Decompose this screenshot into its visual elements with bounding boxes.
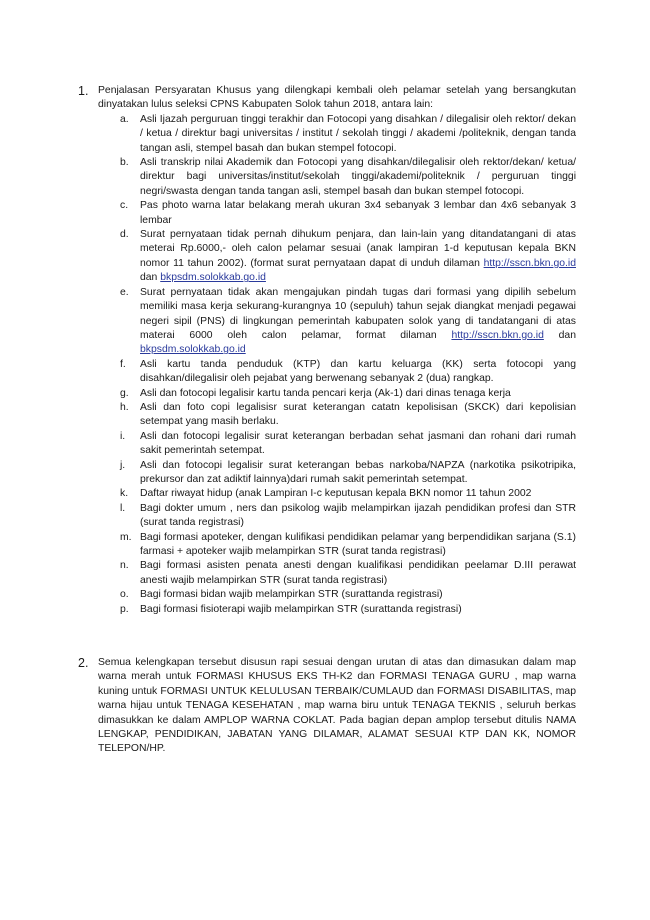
- sub-item-b: [120, 156, 576, 199]
- sub-item-c: [120, 199, 576, 228]
- sub-letter: i.: [120, 430, 126, 442]
- sub-text: Asli dan fotocopi legalisir surat keterangan berbadan sehat jasmani dan rohani dari rumah sakit pemerintah setempat.: [140, 430, 576, 457]
- link-separator: dan: [543, 329, 576, 341]
- sub-text: Surat pernyataan tidak pernah dihukum penjara, dan lain-lain yang ditandatangani di atas meterai Rp.6000,- oleh calon pelamar sesuai (anak lampiran 1-d keputusan kepala BKN nomor 11 tahun 2002). (format surat pernyataan dapat di unduh dilaman: [140, 229, 576, 269]
- sub-letter: d.: [120, 229, 129, 241]
- bkpsdm-link[interactable]: bkpsdm.solokkab.go.id: [160, 272, 266, 284]
- list-item-1: [78, 84, 576, 617]
- sub-item-n: [120, 559, 576, 588]
- sub-item-f: [120, 358, 576, 387]
- sub-text: Asli dan foto copi legalisisr surat keterangan catatn kepolisisan (SKCK) dari kepolisian setempat yang masih berlaku.: [140, 401, 576, 428]
- item-number: 1.: [78, 84, 89, 98]
- sub-text: Asli kartu tanda penduduk (KTP) dan kartu keluarga (KK) serta fotocopi yang disahkan/dilegalisir oleh pejabat yang berwenang sebanyak 2 (dua) rangkap.: [140, 358, 576, 385]
- sub-letter: c.: [120, 200, 129, 212]
- sub-text: Bagi formasi asisten penata anesti dengan kualifikasi pendidikan peelamar D.III perawat anesti wajib melampirkan STR (surat tanda registrasi): [140, 560, 576, 586]
- sub-item-m: [120, 531, 576, 560]
- sub-text: Asli Ijazah perguruan tinggi terakhir dan Fotocopi yang disahkan / dilegalisir oleh rektor/ dekan / ketua / direktur bagi universitas / institut / sekolah tinggi / akademi /politeknik, dengan tanda tangan asli, stempel basah dan bukan stempel fotocopi.: [140, 113, 576, 154]
- sub-letter: o.: [120, 589, 129, 601]
- sub-item-h: [120, 401, 576, 430]
- sub-item-i: [120, 430, 576, 459]
- sub-text: Bagi formasi apoteker, dengan kulifikasi pendidikan pelamar yang berpendidikan sarjana (S.1) farmasi + apoteker wajib melampirkan STR (surat tanda registrasi): [140, 531, 576, 557]
- item-paragraph: Penjalasan Persyaratan Khusus yang dilengkapi kembali oleh pelamar setelah yang bersangkutan dinyatakan lulus seleksi CPNS Kabupaten Solok tahun 2018, antara lain:: [98, 85, 576, 111]
- sscn-link[interactable]: http://sscn.bkn.go.id: [451, 329, 544, 341]
- sub-letter: a.: [120, 113, 129, 125]
- sub-text: Surat pernyataan tidak akan mengajukan pindah tugas dari formasi yang dipilih sebelum memiliki masa kerja sekurang-kurangnya 10 (sepuluh) tahun sejak diangkat menjadi pegawai negeri sipil (PNS) di lingkungan pemerintah kabupaten solok yang di tandatangani di atas materai 6000 oleh calon pelamar, format dilaman: [140, 286, 576, 341]
- sub-item-k: [120, 487, 576, 501]
- sub-text: Asli transkrip nilai Akademik dan Fotocopi yang disahkan/dilegalisir oleh rektor/dekan/ ketua/ direktur bagi universitas/institut/sekolah tinggi/akademi/politeknik / perguruan tinggi negri/swasta dengan tanda tangan asli, stempel basah dan bukan stempel fotocopi.: [140, 157, 576, 197]
- sub-item-l: [120, 502, 576, 531]
- sub-letter: f.: [120, 358, 126, 370]
- sub-text: Asli dan fotocopi legalisir surat keterangan bebas narkoba/NAPZA (narkotika psikotripika, prekursor dan zat adiktif lainnya)dari rumah sakit pemerintah setempat.: [140, 459, 576, 485]
- sub-list: [120, 113, 576, 617]
- sub-letter: p.: [120, 603, 129, 615]
- sub-text: Pas photo warna latar belakang merah ukuran 3x4 sebanyak 3 lembar dan 4x6 sebanyak 3 lembar: [140, 200, 576, 226]
- sub-text: Bagi dokter umum , ners dan psikolog wajib melampirkan ijazah pendidikan profesi dan STR (surat tanda registrasi): [140, 502, 576, 529]
- sub-item-j: [120, 459, 576, 488]
- sscn-link[interactable]: http://sscn.bkn.go.id: [483, 257, 576, 269]
- sub-letter: m.: [120, 531, 132, 543]
- sub-item-a: [120, 113, 576, 156]
- sub-letter: h.: [120, 401, 129, 413]
- list-item-2: [78, 656, 576, 757]
- sub-letter: g.: [120, 387, 129, 399]
- sub-letter: n.: [120, 560, 129, 572]
- sub-letter: b.: [120, 157, 129, 169]
- sub-text: Asli dan fotocopi legalisir kartu tanda pencari kerja (Ak-1) dari dinas tenaga kerja: [140, 387, 511, 399]
- item-number: 2.: [78, 656, 89, 670]
- sub-text: Bagi formasi fisioterapi wajib melampirkan STR (surattanda registrasi): [140, 603, 462, 615]
- sub-item-o: [120, 588, 576, 602]
- link-separator: dan: [140, 272, 161, 284]
- bkpsdm-link[interactable]: bkpsdm.solokkab.go.id: [140, 344, 246, 356]
- sub-item-g: [120, 387, 576, 401]
- sub-item-d: [120, 228, 576, 286]
- sub-letter: j.: [120, 459, 126, 471]
- item-paragraph: Semua kelengkapan tersebut disusun rapi sesuai dengan urutan di atas dan dimasukan dalam map warna merah untuk FORMASI KHUSUS EKS TH-K2 dan FORMASI TENAGA GURU , map warna kuning untuk FORMASI UNTUK KELULUSAN TERBAIK/CUMLAUD dan FORMASI DISABILITAS, map warna hijau untuk TENAGA KESEHATAN , map warna biru untuk TENAGA TEKNIS , seluruh berkas dimasukkan ke dalam AMPLOP WARNA COKLAT. Pada bagian depan amplop tersebut ditulis NAMA LENGKAP, PENDIDIKAN, JABATAN YANG DILAMAR, ALAMAT SESUAI KTP DAN KK, NOMOR TELEPON/HP.: [98, 657, 576, 755]
- sub-item-p: [120, 603, 576, 617]
- sub-letter: k.: [120, 488, 129, 500]
- sub-text: Daftar riwayat hidup (anak Lampiran I-c keputusan kepala BKN nomor 11 tahun 2002: [140, 488, 532, 500]
- sub-letter: e.: [120, 286, 129, 298]
- sub-item-e: [120, 286, 576, 358]
- sub-text: Bagi formasi bidan wajib melampirkan STR (surattanda registrasi): [140, 589, 443, 601]
- sub-letter: l.: [120, 502, 126, 514]
